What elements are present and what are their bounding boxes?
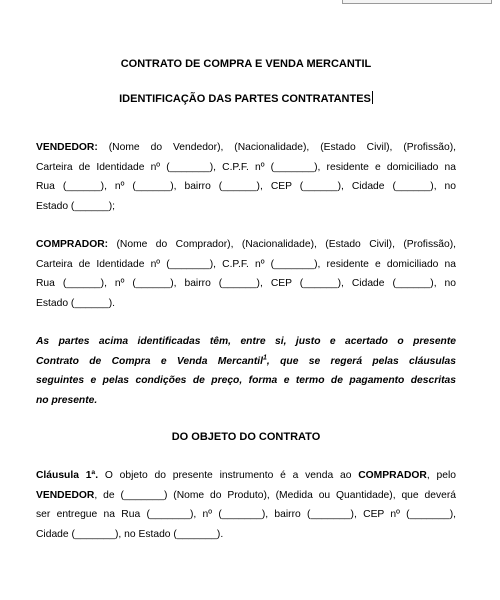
intro-line-4: no presente. <box>36 394 98 406</box>
vendedor-label: VENDEDOR: <box>36 142 98 153</box>
clausula-1-text-a: O objeto do presente instrumento é a venda ao <box>104 470 352 481</box>
intro-line-2-rest: , que se regerá pelas cláusulas <box>266 355 456 367</box>
text-cursor <box>372 91 373 104</box>
clausula-1-line-3: ser entregue na Rua (_______), nº (_______), bairro (_______), CEP nº (_______), <box>36 509 456 520</box>
selection-field-text <box>349 0 454 1</box>
footnote-marker: 1 <box>263 354 267 362</box>
intro-paragraph <box>36 332 456 410</box>
comprador-ref: COMPRADOR <box>358 470 427 481</box>
parties-heading[interactable] <box>36 91 456 105</box>
clausula-1-label: Cláusula 1ª. <box>36 470 99 481</box>
comprador-label: COMPRADOR: <box>36 239 109 250</box>
intro-line-2 <box>36 352 456 372</box>
comprador-line-4: Estado (______). <box>36 297 115 309</box>
clausula-1-paragraph <box>36 466 456 544</box>
clausula-1-line-4: Cidade (_______), no Estado (_______). <box>36 528 224 540</box>
contract-name: Contrato de Compra e Venda Mercantil <box>36 355 263 367</box>
vendedor-line-1-text: (Nome do Vendedor), (Nacionalidade), (Estado Civil), (Profissão), <box>108 142 456 153</box>
intro-line-1: As partes acima identificadas têm, entre si, justo e acertado o presente <box>36 336 456 347</box>
clausula-1-line-1 <box>36 466 456 486</box>
vendedor-line-2: Carteira de Identidade nº (_______), C.P.F. nº (_______), residente e domiciliado na <box>36 161 456 173</box>
vendedor-line-3: Rua (______), nº (______), bairro (______), CEP (______), Cidade (______), no <box>36 181 456 192</box>
selection-field-partial[interactable] <box>342 0 492 4</box>
comprador-paragraph <box>36 235 456 313</box>
document-title: CONTRATO DE COMPRA E VENDA MERCANTIL <box>120 58 372 70</box>
vendedor-line-4: Estado (______); <box>36 200 115 212</box>
vendedor-ref: VENDEDOR <box>36 489 95 501</box>
section-title-objeto: DO OBJETO DO CONTRATO <box>171 431 321 443</box>
clausula-1-text-c: , pelo <box>426 470 456 481</box>
intro-line-3: seguintes e pelas condições de preço, forma e termo de pagamento descritas <box>36 375 456 386</box>
comprador-line-1-text: (Nome do Comprador), (Nacionalidade), (Estado Civil), (Profissão), <box>116 239 456 250</box>
comprador-line-1 <box>36 235 456 255</box>
vendedor-paragraph <box>36 138 456 216</box>
vendedor-line-1 <box>36 138 456 158</box>
clausula-1-line-2-text: , de (_______) (Nome do Produto), (Medida ou Quantidade), que deverá <box>94 489 456 501</box>
comprador-line-2: Carteira de Identidade nº (_______), C.P.F. nº (_______), residente e domiciliado na <box>36 258 456 270</box>
comprador-line-3: Rua (______), nº (______), bairro (______), CEP (______), Cidade (______), no <box>36 278 456 289</box>
parties-heading-text: IDENTIFICAÇÃO DAS PARTES CONTRATANTES <box>119 93 371 105</box>
clausula-1-line-2 <box>36 486 456 506</box>
